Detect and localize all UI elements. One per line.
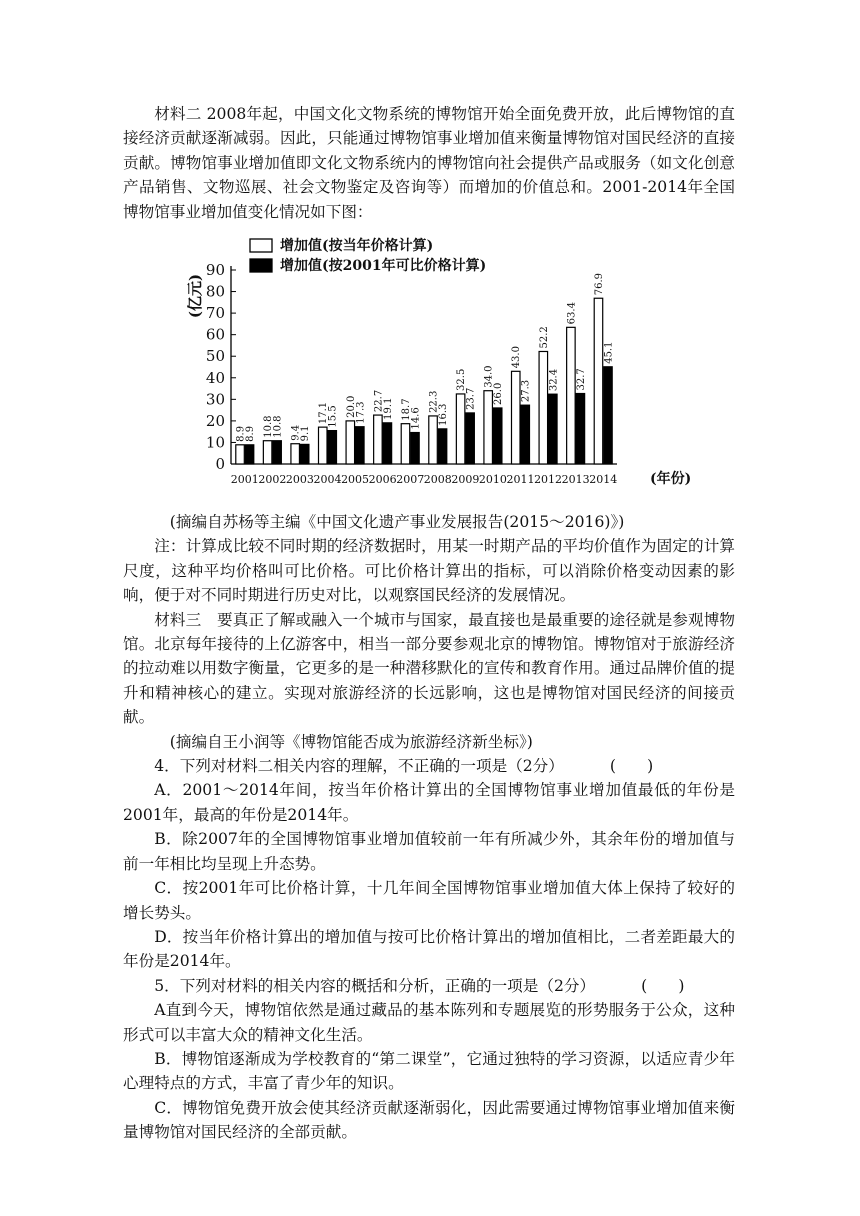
x-axis-label: (年份) xyxy=(650,471,692,487)
data-label: 8.9 xyxy=(245,425,257,442)
question-4-answer-blank[interactable]: ( ) xyxy=(609,757,654,776)
data-label: 9.1 xyxy=(300,425,312,442)
question-4-stem xyxy=(123,754,735,778)
data-label: 14.6 xyxy=(410,407,422,430)
bar xyxy=(484,391,493,464)
bar xyxy=(401,424,410,464)
bar xyxy=(567,327,576,464)
bar xyxy=(263,441,272,464)
question-4-option-d: D．按当年价格计算出的增加值与按可比价格计算出的增加值相比，二者差距最大的年份是2014年。 xyxy=(123,927,735,971)
bar xyxy=(346,421,355,464)
y-tick-label: 50 xyxy=(205,347,225,366)
data-label: 19.1 xyxy=(382,397,394,420)
data-label: 20.0 xyxy=(345,395,357,418)
legend-swatch-current-price xyxy=(250,239,272,252)
data-label: 18.7 xyxy=(400,398,412,421)
lower-section xyxy=(123,510,735,1145)
y-tick-label: 70 xyxy=(205,304,225,323)
question-4-text: 4．下列对材料二相关内容的理解，不正确的一项是（2分） xyxy=(154,757,564,776)
bar xyxy=(236,445,245,464)
bar xyxy=(429,416,438,464)
chart-bars xyxy=(236,273,615,464)
data-label: 45.1 xyxy=(603,341,615,364)
bar xyxy=(456,394,465,464)
bar xyxy=(604,367,613,464)
note-paragraph: 注：计算成比较不同时期的经济数据时，用某一时期产品的平均价值作为固定的计算尺度，这种平均价格叫可比价格。可比价格计算出的指标，可以消除价格变动因素的影响，便于对不同时期进行历史对比，以观察国民经济的发展情况。 xyxy=(123,537,735,605)
data-label: 32.5 xyxy=(456,368,468,391)
bar xyxy=(512,371,521,464)
legend-label-comparable-price: 增加值(按2001年可比价格计算) xyxy=(280,258,487,274)
question-5-stem xyxy=(123,974,735,998)
x-tick-label: 2013 xyxy=(561,473,590,486)
bar xyxy=(576,394,585,464)
y-tick-label: 10 xyxy=(205,433,225,452)
data-label: 32.4 xyxy=(548,368,560,392)
bar xyxy=(291,444,300,464)
bar xyxy=(374,415,383,464)
bar xyxy=(411,433,420,464)
y-tick-label: 20 xyxy=(205,411,225,430)
x-tick-label: 2003 xyxy=(285,473,314,486)
data-label: 32.7 xyxy=(575,368,587,391)
x-tick-label: 2007 xyxy=(396,473,425,486)
data-label: 17.3 xyxy=(355,401,367,424)
bar-chart-svg xyxy=(180,230,700,500)
x-tick-label: 2008 xyxy=(423,473,452,486)
x-tick-label: 2006 xyxy=(368,473,397,486)
data-label: 8.9 xyxy=(235,425,247,442)
data-label: 16.3 xyxy=(438,403,450,426)
y-tick-label: 90 xyxy=(205,261,225,279)
data-label: 22.3 xyxy=(428,390,440,413)
x-tick-label: 2005 xyxy=(341,473,370,486)
material-three-paragraph: 材料三 要真正了解或融入一个城市与国家，最直接也是最重要的途径就是参观博物馆。北京每年接待的上亿游客中，相当一部分要参观北京的博物馆。博物馆对于旅游经济的拉动难以用数字衡量，它更多的是一种潜移默化的宣传和教育作用。通过品牌价值的提升和精神核心的建立。实现对旅游经济的长远影响，这也是博物馆对国民经济的间接贡献。 xyxy=(123,610,735,727)
question-5-option-a: A直到今天，博物馆依然是通过藏品的基本陈列和专题展览的形势服务于公众，这种形式可以丰富大众的精神文化生活。 xyxy=(123,1001,735,1044)
data-label: 23.7 xyxy=(465,387,477,410)
question-5-option-b: B．博物馆逐渐成为学校教育的“第二课堂”，它通过独特的学习资源，以适应青少年心理特点的方式，丰富了青少年的知识。 xyxy=(123,1049,735,1093)
bar xyxy=(328,431,337,464)
question-4-option-b: B．除2007年的全国博物馆事业增加值较前一年有所减少外，其余年份的增加值与前一年相比均呈现上升态势。 xyxy=(123,830,735,873)
question-5-text: 5．下列对材料的相关内容的概括和分析，正确的一项是（2分） xyxy=(154,976,596,995)
bar xyxy=(300,444,309,464)
y-tick-label: 60 xyxy=(205,325,225,344)
x-tick-label: 2011 xyxy=(506,473,535,486)
x-tick-label: 2010 xyxy=(478,473,507,486)
bar xyxy=(521,405,530,464)
x-tick-label: 2004 xyxy=(313,473,342,486)
bar xyxy=(594,298,603,464)
bar xyxy=(466,413,475,464)
material-two-section xyxy=(123,102,735,224)
y-tick-label: 0 xyxy=(215,455,225,473)
question-5-answer-blank[interactable]: ( ) xyxy=(641,976,685,995)
bar xyxy=(273,441,282,464)
data-label: 17.1 xyxy=(318,401,330,425)
bar xyxy=(356,427,365,464)
x-tick-label: 2009 xyxy=(451,473,480,486)
data-label: 52.2 xyxy=(538,326,550,349)
legend-label-current-price: 增加值(按当年价格计算) xyxy=(280,238,434,254)
data-label: 27.3 xyxy=(520,379,532,403)
y-tick-label: 30 xyxy=(205,390,225,409)
chart-legend xyxy=(250,237,486,274)
y-tick-label: 40 xyxy=(205,368,225,387)
value-added-chart xyxy=(180,230,700,500)
data-label: 63.4 xyxy=(566,302,578,325)
data-label: 10.8 xyxy=(263,415,275,438)
y-axis-label: (亿元) xyxy=(186,273,204,319)
bar xyxy=(319,427,328,464)
legend-swatch-comparable-price xyxy=(250,259,272,272)
data-label: 34.0 xyxy=(483,365,495,388)
question-4-option-a: A．2001～2014年间，按当年价格计算出的全国博物馆事业增加值最低的年份是2001年，最高的年份是2014年。 xyxy=(123,781,735,824)
bar xyxy=(493,408,502,464)
source-citation-2: (摘编自王小润等《博物馆能否成为旅游经济新坐标》) xyxy=(169,732,533,751)
data-label: 22.7 xyxy=(373,389,385,413)
data-label: 9.4 xyxy=(290,424,302,441)
data-label: 43.0 xyxy=(511,346,523,369)
bar xyxy=(383,423,392,464)
x-tick-label: 2001 xyxy=(230,473,259,486)
data-label: 26.0 xyxy=(493,382,505,405)
material-two-paragraph: 材料二 2008年起，中国文化文物系统的博物馆开始全面免费开放，此后博物馆的直接经济贡献逐渐减弱。因此，只能通过博物馆事业增加值来衡量博物馆对国民经济的直接贡献。博物馆事业增加值即文化文物系统内的博物馆向社会提供产品或服务（如文化创意产品销售、文物巡展、社会文物鉴定及咨询等）而增加的价值总和。2001-2014年全国博物馆事业增加值变化情况如下图： xyxy=(123,105,735,221)
data-label: 15.5 xyxy=(327,405,339,428)
bar xyxy=(438,429,447,464)
data-label: 10.8 xyxy=(272,415,284,438)
source-citation-1: (摘编自苏杨等主编《中国文化遗产事业发展报告(2015～2016)》) xyxy=(169,513,625,531)
question-5-option-c: C．博物馆免费开放会使其经济贡献逐渐弱化，因此需要通过博物馆事业增加值来衡量博物馆对国民经济的全部贡献。 xyxy=(123,1098,735,1142)
x-tick-label: 2002 xyxy=(258,473,287,486)
x-tick-label: 2014 xyxy=(589,473,618,486)
bar xyxy=(539,351,548,464)
bar xyxy=(549,394,558,464)
y-tick-label: 80 xyxy=(205,282,225,301)
data-label: 76.9 xyxy=(593,272,605,296)
question-4-option-c: C．按2001年可比价格计算，十几年间全国博物馆事业增加值大体上保持了较好的增长势头。 xyxy=(123,879,735,922)
bar xyxy=(245,445,254,464)
x-tick-label: 2012 xyxy=(534,473,563,486)
